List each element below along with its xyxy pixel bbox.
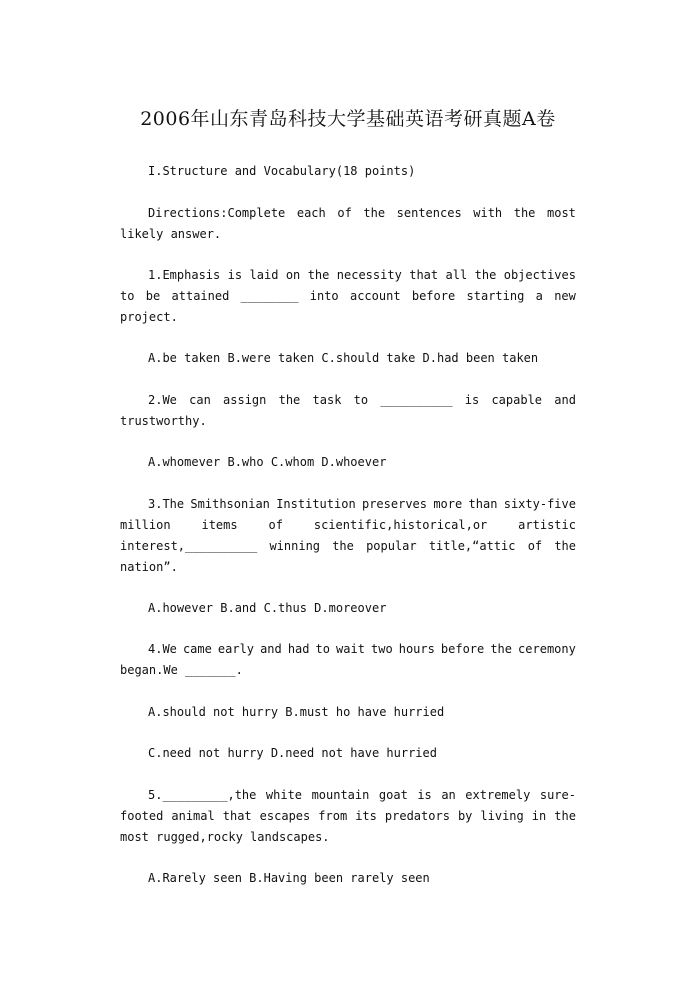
word: new xyxy=(554,289,576,303)
word: predators xyxy=(384,809,450,823)
justified-line xyxy=(120,203,576,224)
question-line: nation”. xyxy=(120,560,178,574)
word: into xyxy=(309,289,339,303)
word: interest,__________ xyxy=(120,539,258,553)
word: is xyxy=(417,788,432,802)
word: that xyxy=(222,809,252,823)
word: objectives xyxy=(503,268,576,282)
word: an xyxy=(441,788,456,802)
word: the xyxy=(490,642,512,656)
word: 1.Emphasis xyxy=(148,268,221,282)
word: 4.We xyxy=(148,642,177,656)
word: laid xyxy=(249,268,279,282)
word: sixty-five xyxy=(503,497,576,511)
word: with xyxy=(473,206,503,220)
directions-line: likely answer. xyxy=(120,227,222,241)
question-line: began.We _______. xyxy=(120,663,243,677)
word: capable xyxy=(491,393,543,407)
question-5-options: A.Rarely seen B.Having been rarely seen xyxy=(148,871,430,885)
word: that xyxy=(409,268,439,282)
word: Smithsonian xyxy=(190,497,270,511)
word: Directions:Complete xyxy=(148,206,286,220)
word: __________ xyxy=(380,393,453,407)
word: the xyxy=(278,393,301,407)
question-2 xyxy=(120,390,576,432)
word: living xyxy=(480,809,524,823)
document-title: 2006年山东青岛科技大学基础英语考研真题A卷 xyxy=(140,108,556,130)
word: to xyxy=(120,289,135,303)
word: to xyxy=(353,393,369,407)
question-1 xyxy=(120,265,576,328)
word: goat xyxy=(378,788,408,802)
word: necessity xyxy=(336,268,402,282)
word: title,“attic xyxy=(428,539,516,553)
question-4 xyxy=(120,639,576,681)
word: a xyxy=(535,289,543,303)
justified-line xyxy=(120,806,576,827)
justified-line xyxy=(120,265,576,286)
directions-paragraph xyxy=(120,203,576,245)
word: be xyxy=(145,289,161,303)
question-line: trustworthy. xyxy=(120,414,207,428)
word: account xyxy=(349,289,401,303)
word: 3.The xyxy=(148,497,185,511)
word: of xyxy=(268,518,283,532)
word: million xyxy=(120,518,171,532)
word: the xyxy=(513,206,536,220)
section-heading: I.Structure and Vocabulary(18 points) xyxy=(148,164,416,178)
word: the xyxy=(363,206,386,220)
question-4-options-b: C.need not hurry D.need not have hurried xyxy=(148,746,437,760)
word: the xyxy=(554,809,576,823)
word: the xyxy=(474,268,497,282)
justified-line xyxy=(120,390,576,411)
word: the xyxy=(554,539,576,553)
word: footed xyxy=(120,809,164,823)
word: of xyxy=(527,539,543,553)
justified-line xyxy=(120,494,576,515)
question-4-options-a: A.should not hurry B.must ho have hurried xyxy=(148,705,445,719)
word: had xyxy=(287,642,310,656)
word: than xyxy=(468,497,498,511)
word: artistic xyxy=(518,518,576,532)
word: ceremony xyxy=(518,642,576,656)
justified-line xyxy=(120,639,576,660)
word: starting xyxy=(466,289,525,303)
word: the xyxy=(307,268,330,282)
word: the xyxy=(332,539,354,553)
justified-line xyxy=(120,536,576,557)
word: more xyxy=(433,497,463,511)
question-3-options: A.however B.and C.thus D.moreover xyxy=(148,601,387,615)
word: popular xyxy=(366,539,417,553)
word: from xyxy=(318,809,348,823)
word: in xyxy=(531,809,547,823)
word: of xyxy=(337,206,352,220)
word: and xyxy=(554,393,576,407)
word: most xyxy=(547,206,576,220)
word: is xyxy=(464,393,480,407)
word: escapes xyxy=(259,809,311,823)
word: wait xyxy=(336,642,365,656)
word: early xyxy=(217,642,255,656)
question-line: project. xyxy=(120,310,178,324)
question-2-options: A.whomever B.who C.whom D.whoever xyxy=(148,455,387,469)
word: 5._________,the xyxy=(148,788,257,802)
word: animal xyxy=(171,809,215,823)
word: winning xyxy=(269,539,321,553)
word: task xyxy=(312,393,342,407)
word: before xyxy=(411,289,456,303)
word: came xyxy=(182,642,212,656)
word: extremely xyxy=(465,788,531,802)
word: before xyxy=(440,642,485,656)
question-1-options: A.be taken B.were taken C.should take D.had been taken xyxy=(148,351,539,365)
word: is xyxy=(227,268,243,282)
word: sure- xyxy=(539,788,576,802)
word: each xyxy=(296,206,326,220)
word: on xyxy=(285,268,301,282)
justified-line xyxy=(120,785,576,806)
word: mountain xyxy=(311,788,370,802)
justified-line xyxy=(120,515,576,536)
word: assign xyxy=(223,393,267,407)
question-5 xyxy=(120,785,576,848)
word: Institution xyxy=(276,497,356,511)
word: white xyxy=(265,788,303,802)
word: all xyxy=(445,268,468,282)
word: its xyxy=(355,809,377,823)
word: preserves xyxy=(361,497,428,511)
justified-line xyxy=(120,286,576,307)
question-line: most rugged,rocky landscapes. xyxy=(120,830,330,844)
word: scientific,historical,or xyxy=(313,518,488,532)
word: can xyxy=(189,393,211,407)
question-3 xyxy=(120,494,576,578)
word: items xyxy=(201,518,238,532)
word: two xyxy=(371,642,393,656)
word: ________ xyxy=(240,289,299,303)
word: attained xyxy=(171,289,230,303)
word: and xyxy=(260,642,282,656)
word: by xyxy=(457,809,473,823)
word: 2.We xyxy=(148,393,177,407)
word: hours xyxy=(398,642,435,656)
word: to xyxy=(315,642,330,656)
word: sentences xyxy=(396,206,462,220)
